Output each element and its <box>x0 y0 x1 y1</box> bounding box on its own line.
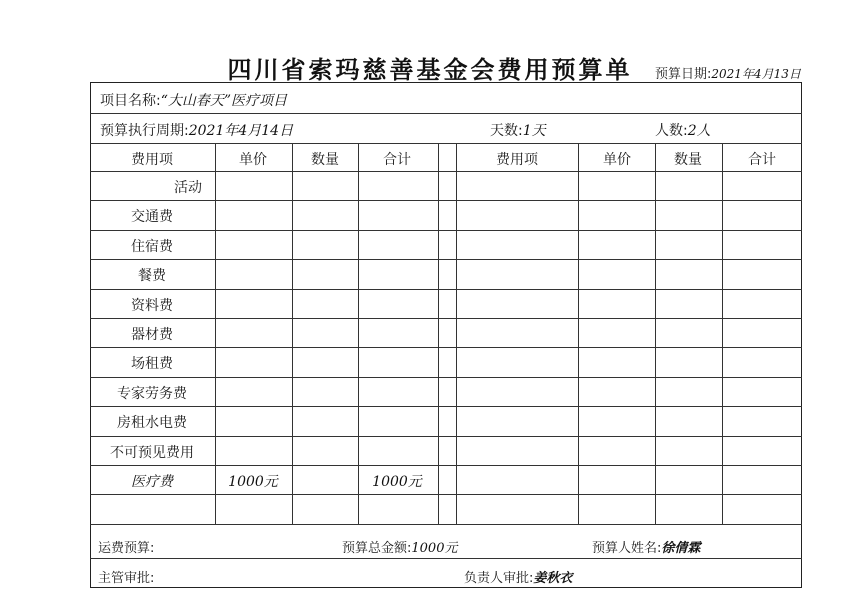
row-divider <box>90 436 802 437</box>
column-divider <box>655 143 656 524</box>
total-cell: 1000元 <box>372 474 422 490</box>
row-divider <box>90 524 802 525</box>
people-field <box>655 120 711 140</box>
row-divider <box>90 465 802 466</box>
expense-item-cell: 房租水电费 <box>117 415 187 431</box>
responsible-label: 负责人审批: <box>464 571 534 586</box>
project-value: “大山春天”医疗项目 <box>160 93 288 109</box>
column-divider <box>215 143 216 524</box>
budget-date-value: 2021年4月13日 <box>711 67 801 81</box>
period-value: 2021年4月14日 <box>188 123 294 139</box>
row-divider <box>90 171 802 172</box>
people-value: 2人 <box>687 123 711 139</box>
responsible-signature: 姜秋衣 <box>533 571 573 586</box>
right-header-total: 合计 <box>748 152 776 168</box>
budget-date <box>655 63 801 82</box>
preparer-signature: 徐倩霖 <box>661 541 701 556</box>
column-divider <box>722 143 723 524</box>
left-header-unit-price: 单价 <box>239 152 267 168</box>
row-divider <box>90 494 802 495</box>
expense-item-cell: 不可预见费用 <box>110 445 194 461</box>
column-divider <box>358 143 359 524</box>
days-field <box>490 120 546 140</box>
right-header-quantity: 数量 <box>674 152 702 168</box>
supervisor-label: 主管审批: <box>98 571 155 586</box>
expense-item-cell: 住宿费 <box>131 239 173 255</box>
period-label: 预算执行周期: <box>100 123 189 139</box>
expense-item-cell: 交通费 <box>131 209 173 225</box>
days-label: 天数: <box>490 123 523 139</box>
expense-item-cell: 医疗费 <box>131 474 173 490</box>
left-header-quantity: 数量 <box>311 152 339 168</box>
row-divider <box>90 558 802 559</box>
left-header-item: 费用项 <box>131 152 173 168</box>
days-value: 1天 <box>522 123 546 139</box>
row-divider <box>90 259 802 260</box>
form-title: 四川省索玛慈善基金会费用预算单 <box>227 55 633 84</box>
row-divider <box>90 200 802 201</box>
left-header-total: 合计 <box>383 152 411 168</box>
expense-item-cell: 器材费 <box>131 327 173 343</box>
right-header-unit-price: 单价 <box>603 152 631 168</box>
total-field <box>342 537 457 556</box>
row-divider <box>90 406 802 407</box>
project-field <box>100 90 287 110</box>
total-value: 1000元 <box>411 541 458 556</box>
project-label: 项目名称: <box>100 93 161 109</box>
expense-item-cell: 场租费 <box>131 356 173 372</box>
row-divider <box>90 289 802 290</box>
unit-price-cell: 1000元 <box>228 474 278 490</box>
column-divider <box>456 143 457 524</box>
row-divider <box>90 143 802 144</box>
right-header-item: 费用项 <box>496 152 538 168</box>
expense-item-cell: 专家劳务费 <box>117 386 187 402</box>
row-divider <box>90 318 802 319</box>
row-divider <box>90 377 802 378</box>
freight-label: 运费预算: <box>98 541 155 556</box>
budget-date-label: 预算日期: <box>655 67 712 82</box>
row-divider <box>90 113 802 114</box>
expense-item-cell: 活动 <box>174 180 202 196</box>
column-divider <box>292 143 293 524</box>
total-label: 预算总金额: <box>342 541 412 556</box>
row-divider <box>90 347 802 348</box>
row-divider <box>90 230 802 231</box>
supervisor-field <box>98 567 154 586</box>
freight-field <box>98 537 154 556</box>
preparer-label: 预算人姓名: <box>592 541 662 556</box>
expense-item-cell: 资料费 <box>131 298 173 314</box>
preparer-field <box>592 537 700 556</box>
column-divider <box>438 143 439 524</box>
period-field <box>100 120 293 140</box>
column-divider <box>578 143 579 524</box>
responsible-field <box>464 567 572 586</box>
people-label: 人数: <box>655 123 688 139</box>
expense-item-cell: 餐费 <box>138 268 166 284</box>
